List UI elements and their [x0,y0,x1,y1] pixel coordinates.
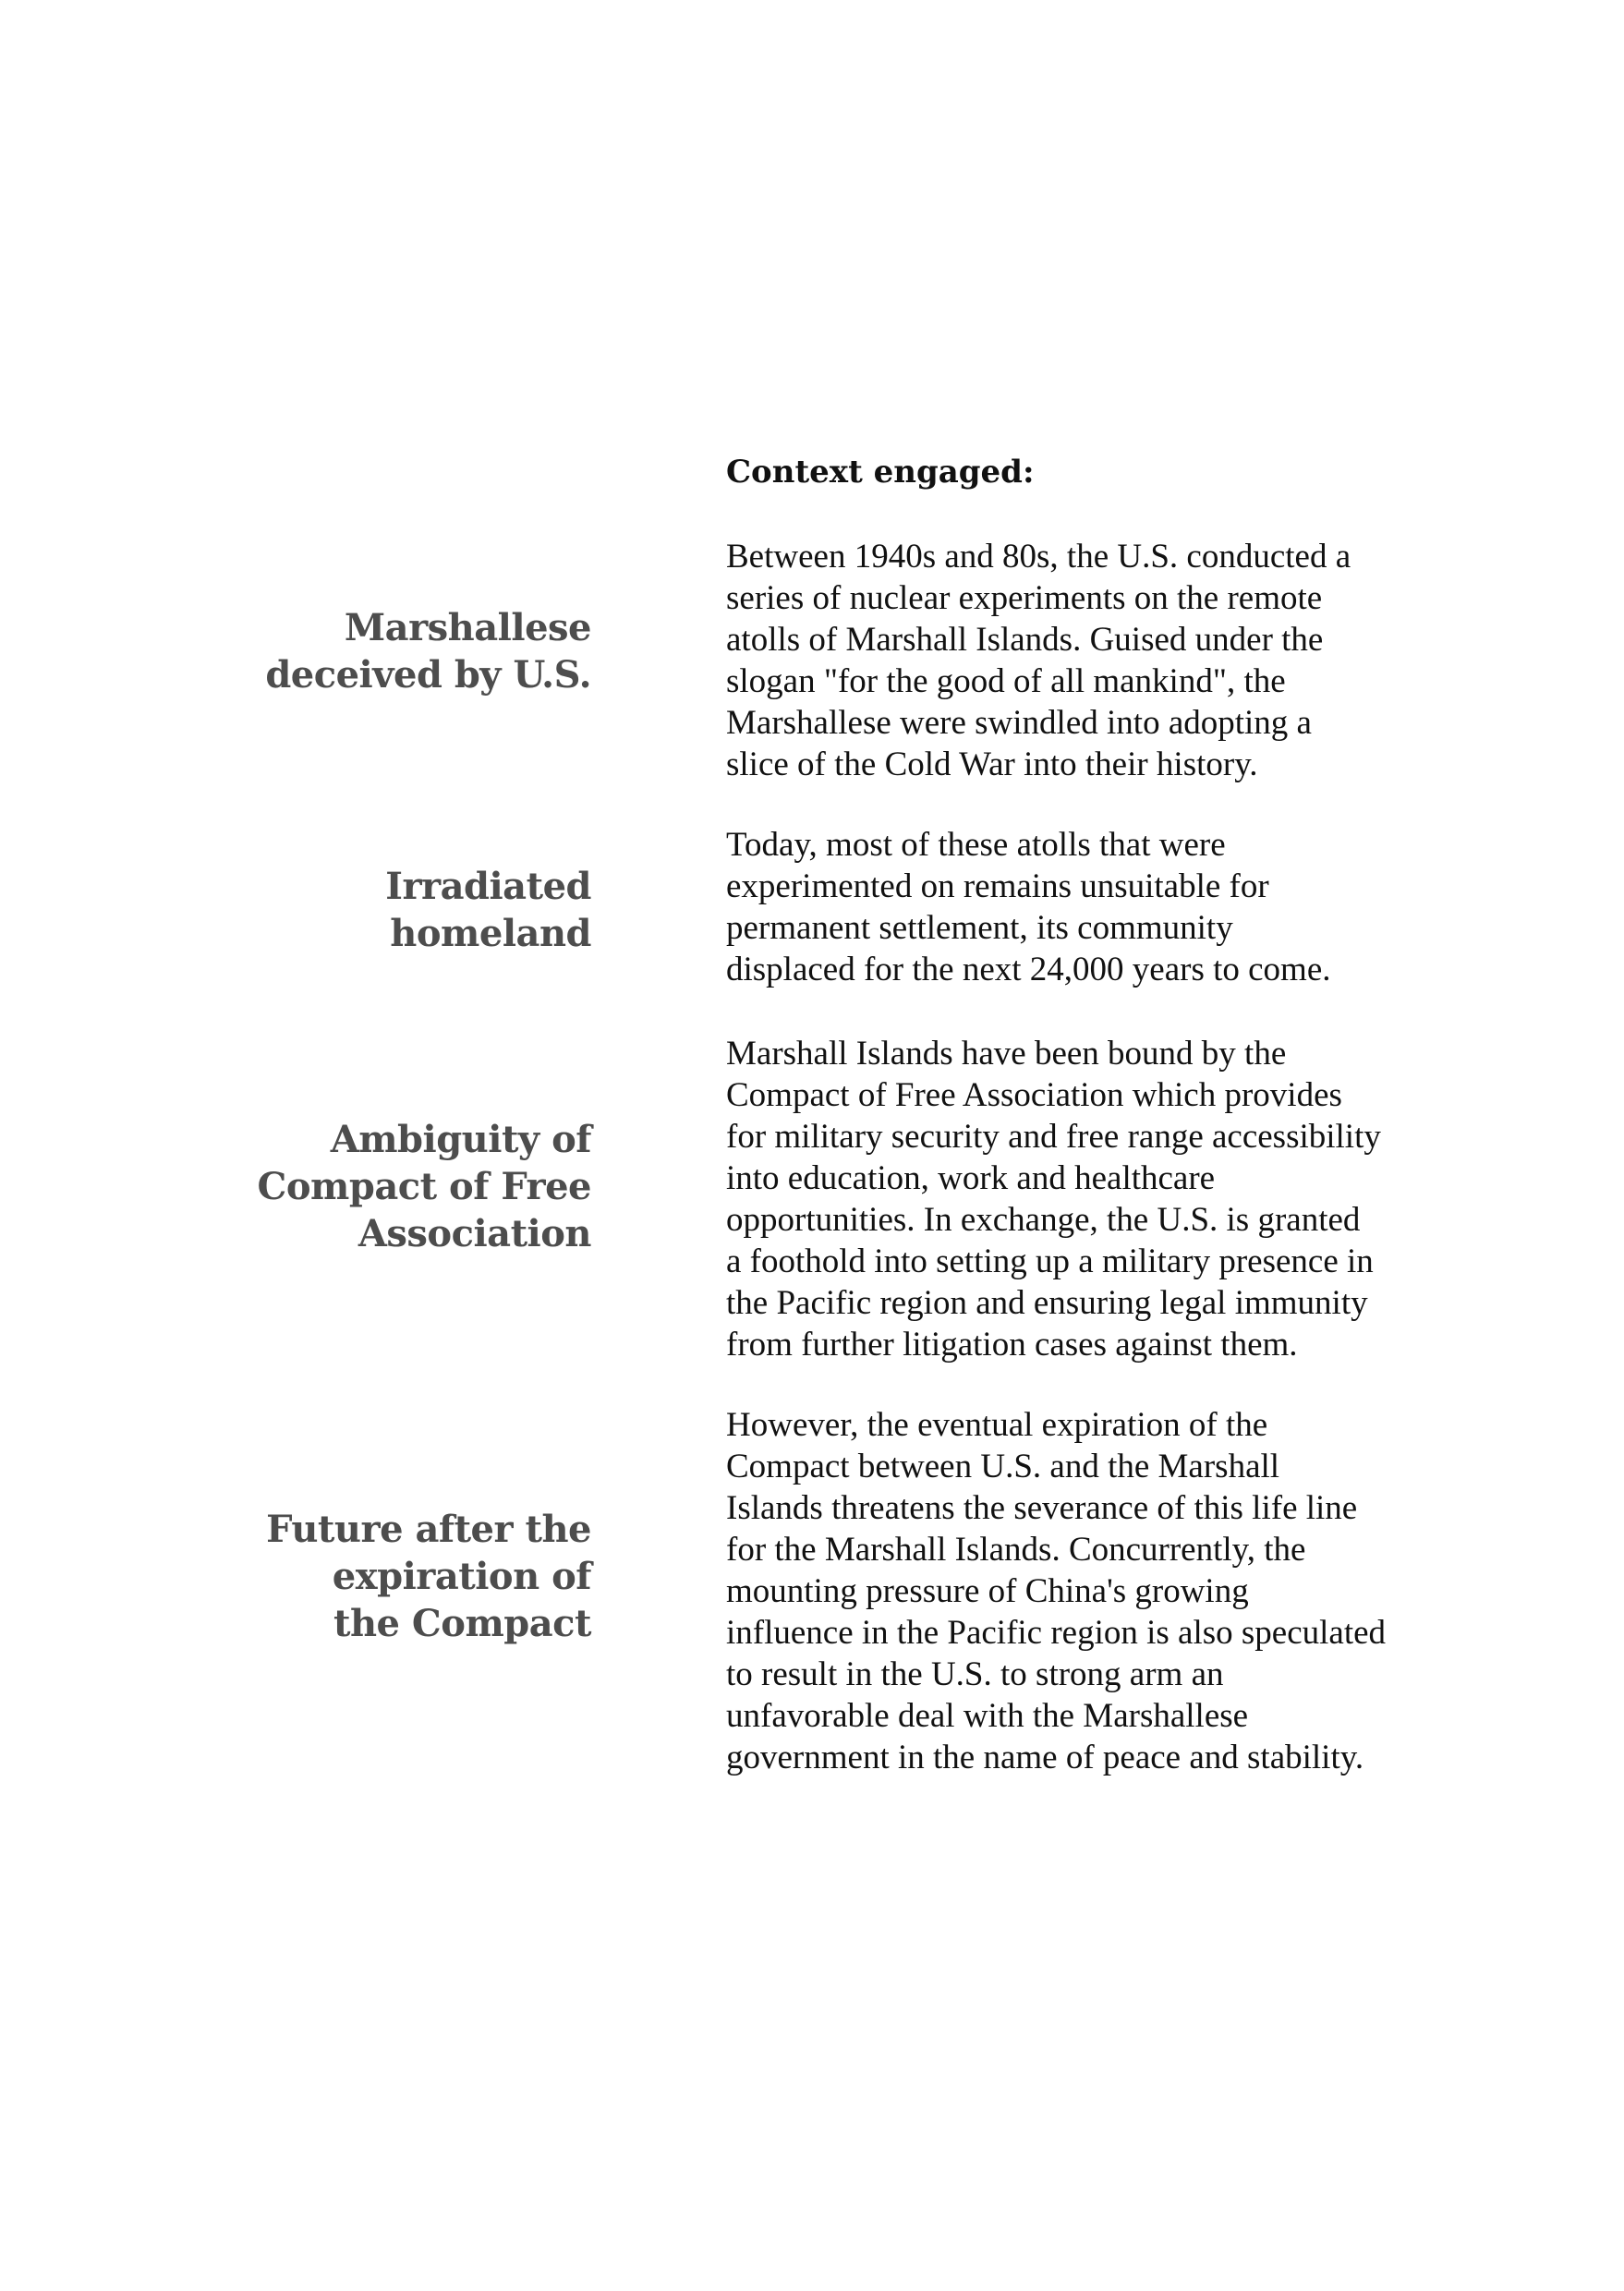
paragraph-line: Islands threatens the severance of this life line [726,1489,1358,1527]
paragraph-line: Today, most of these atolls that were [726,826,1226,864]
paragraph-line: unfavorable deal with the Marshallese [726,1697,1249,1735]
paragraph-line: mounting pressure of China's growing [726,1572,1249,1610]
side-label-line: Marshallese [344,606,591,649]
paragraph-line: Compact between U.S. and the Marshall [726,1448,1280,1485]
side-label-line: expiration of [332,1555,591,1598]
context-heading: Context engaged: [726,454,1035,491]
paragraph-line: slice of the Cold War into their history. [726,745,1258,783]
paragraph-compact-free-association [726,1033,1447,1365]
paragraph-line: to result in the U.S. to strong arm an [726,1655,1224,1693]
side-label-line: Compact of Free [257,1165,591,1208]
paragraph-line: opportunities. In exchange, the U.S. is granted [726,1201,1361,1239]
paragraph-atolls-unsuitable [726,824,1447,990]
paragraph-line: government in the name of peace and stability. [726,1739,1364,1776]
paragraph-line: displaced for the next 24,000 years to come. [726,951,1331,988]
paragraph-line: atolls of Marshall Islands. Guised under the [726,621,1324,659]
paragraph-line: series of nuclear experiments on the remote [726,579,1323,617]
side-label-line: the Compact [333,1602,591,1645]
paragraph-line: into education, work and healthcare [726,1159,1216,1197]
paragraph-line: from further litigation cases against them. [726,1326,1298,1364]
side-label-line: Association [358,1212,591,1255]
side-label-irradiated-homeland [222,863,591,957]
paragraph-nuclear-experiments [726,536,1447,785]
side-label-marshallese-deceived [222,604,591,698]
paragraph-line: Marshallese were swindled into adopting a [726,704,1312,742]
paragraph-line: a foothold into setting up a military presence in [726,1242,1374,1280]
side-label-future-after-expiration [222,1506,591,1647]
paragraph-line: Compact of Free Association which provides [726,1076,1342,1114]
paragraph-line: experimented on remains unsuitable for [726,867,1269,905]
paragraph-line: Between 1940s and 80s, the U.S. conducted a [726,538,1351,576]
side-label-line: deceived by U.S. [265,653,591,697]
paragraph-line: for military security and free range accessibility [726,1118,1381,1156]
paragraph-line: However, the eventual expiration of the [726,1406,1268,1444]
side-label-line: Ambiguity of [330,1118,591,1161]
side-label-line: Future after the [266,1508,591,1551]
side-label-compact-ambiguity [222,1116,591,1257]
paragraph-line: slogan "for the good of all mankind", the [726,662,1286,700]
side-label-line: Irradiated [385,865,591,908]
paragraph-line: for the Marshall Islands. Concurrently, the [726,1531,1306,1569]
paragraph-compact-expiration [726,1404,1447,1778]
paragraph-line: the Pacific region and ensuring legal immunity [726,1284,1368,1322]
paragraph-line: Marshall Islands have been bound by the [726,1035,1287,1073]
paragraph-line: permanent settlement, its community [726,909,1233,947]
side-label-line: homeland [390,912,591,955]
paragraph-line: influence in the Pacific region is also speculated [726,1614,1387,1652]
